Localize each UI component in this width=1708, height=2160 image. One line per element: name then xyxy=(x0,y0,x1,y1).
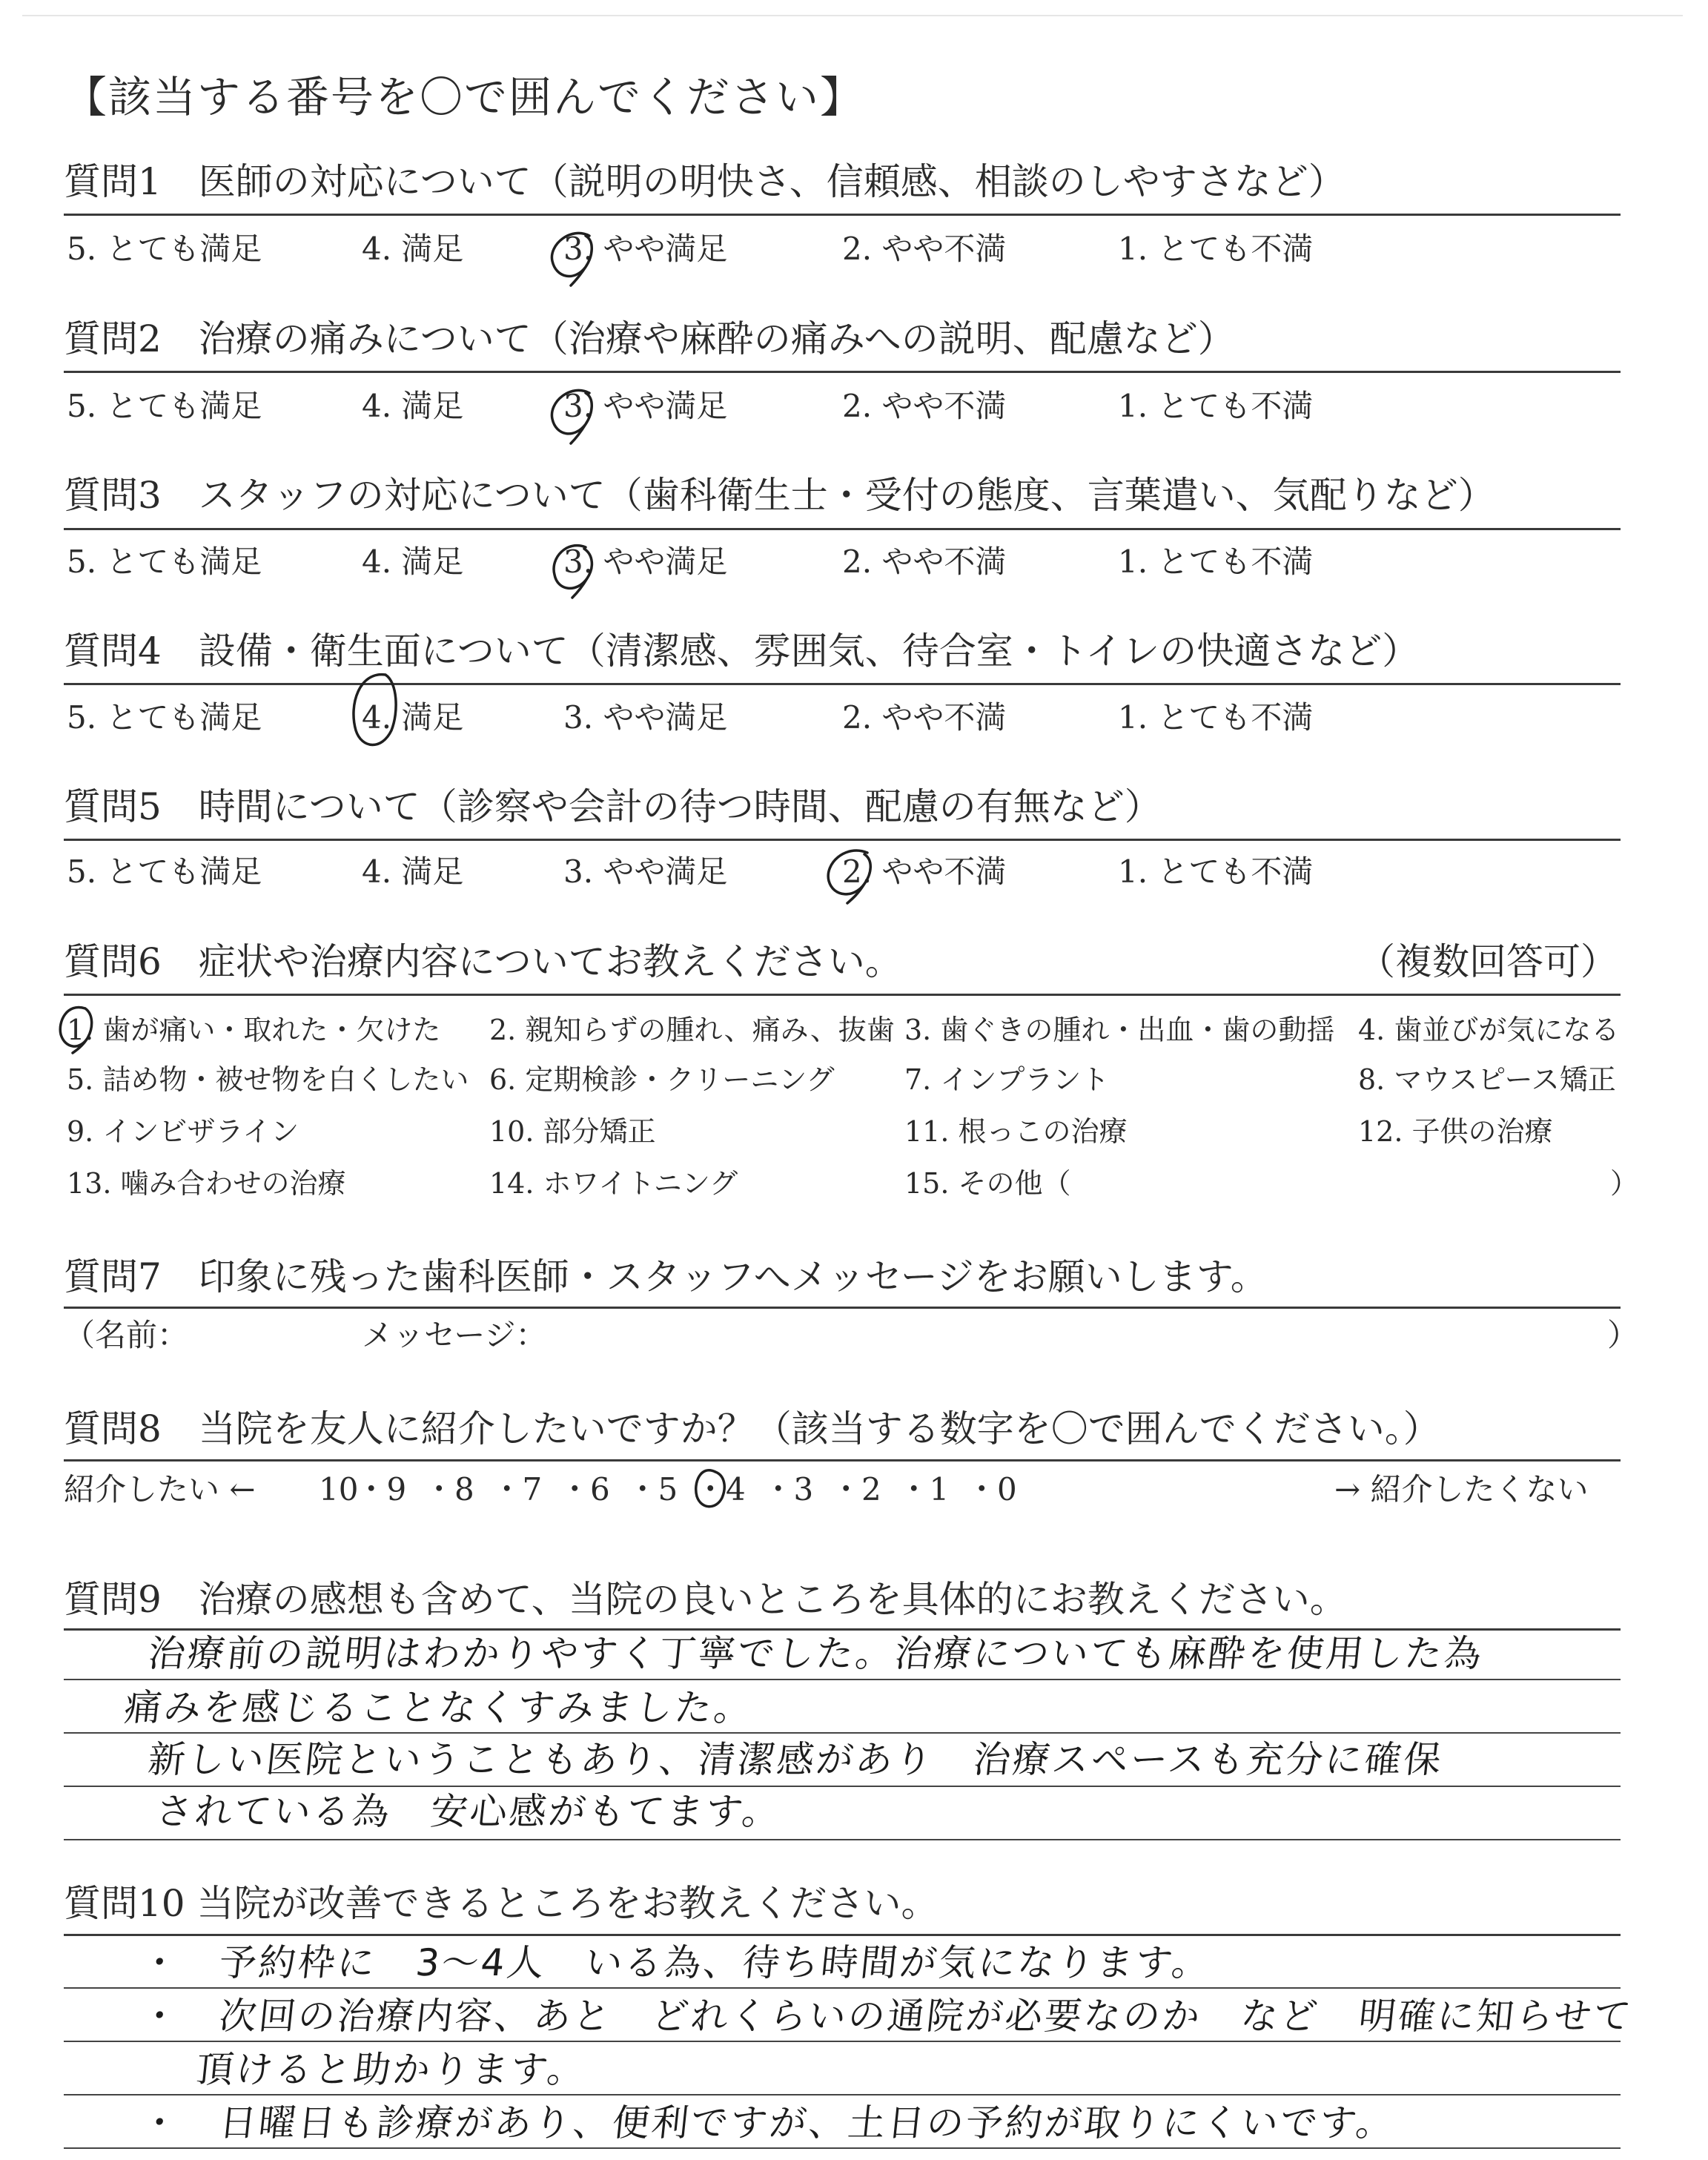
q8-scale-separator: ・ xyxy=(491,1471,523,1507)
q1-option-4[interactable]: 4. 満足 xyxy=(362,231,464,267)
q9-answer-line xyxy=(64,1732,1621,1734)
q3-option-3[interactable]: 3. やや満足 xyxy=(563,544,728,580)
q7-title: 質問7 印象に残った歯科医師・スタッフへメッセージをお願いします。 xyxy=(64,1255,1268,1298)
q10-answer-line-3: 頂けると助かります。 xyxy=(193,2048,589,2091)
q7-close-paren: ） xyxy=(1607,1317,1639,1353)
q9-answer-line-1: 治療前の説明はわかりやすく丁寧でした。治療についても麻酔を使用した為 xyxy=(145,1632,1486,1675)
q4-option-5[interactable]: 5. とても満足 xyxy=(67,699,262,736)
q9-title: 質問9 治療の感想も含めて、当院の良いところを具体的にお教えください。 xyxy=(64,1578,1347,1621)
q6-item-12[interactable]: 12. 子供の治療 xyxy=(1358,1115,1553,1148)
q6-item-13[interactable]: 13. 噛み合わせの治療 xyxy=(67,1167,346,1200)
q2-option-5[interactable]: 5. とても満足 xyxy=(67,388,262,424)
q6-item-6[interactable]: 6. 定期検診・クリーニング xyxy=(489,1063,835,1096)
q5-option-3[interactable]: 3. やや満足 xyxy=(563,853,728,890)
q3-title: 質問3 スタッフの対応について（歯科衛生士・受付の態度、言葉遣い、気配りなど） xyxy=(64,474,1495,517)
q10-answer-line xyxy=(64,2041,1621,2042)
q4-option-1[interactable]: 1. とても不満 xyxy=(1118,699,1314,736)
q8-scale-value-6[interactable]: 6 xyxy=(590,1471,610,1507)
q6-item-7[interactable]: 7. インプラント xyxy=(904,1063,1110,1096)
q8-scale-value-5[interactable]: 5 xyxy=(658,1471,678,1507)
q2-title: 質問2 治療の痛みについて（治療や麻酔の痛みへの説明、配慮など） xyxy=(64,317,1235,360)
q8-scale-separator: ・ xyxy=(423,1471,455,1507)
q8-title: 質問8 当院を友人に紹介したいですか？（該当する数字を〇で囲んでください。） xyxy=(64,1407,1440,1450)
q2-option-4[interactable]: 4. 満足 xyxy=(362,388,464,424)
q9-answer-line xyxy=(64,1679,1621,1680)
q10-answer-line xyxy=(64,2094,1621,2095)
q7-name-label: （名前： xyxy=(64,1317,189,1353)
q3-option-4[interactable]: 4. 満足 xyxy=(362,544,464,580)
q8-scale-separator: ・ xyxy=(626,1471,658,1507)
q1-option-1[interactable]: 1. とても不満 xyxy=(1118,231,1314,267)
q3-rule xyxy=(64,528,1621,530)
q7-message-label: メッセージ： xyxy=(362,1317,547,1353)
q2-option-3[interactable]: 3. やや満足 xyxy=(563,388,728,424)
q1-option-3[interactable]: 3. やや満足 xyxy=(563,231,728,267)
q9-answer-line xyxy=(64,1786,1621,1787)
q6-item-9[interactable]: 9. インビザライン xyxy=(67,1115,299,1148)
q6-item-2[interactable]: 2. 親知らずの腫れ、痛み、抜歯 xyxy=(489,1014,895,1046)
q8-scale-value-1[interactable]: 1 xyxy=(929,1471,950,1507)
top-border xyxy=(22,15,1683,16)
q8-rule xyxy=(64,1459,1621,1462)
q8-scale-value-0[interactable]: 0 xyxy=(997,1471,1017,1507)
q10-answer-line xyxy=(64,2147,1621,2149)
q1-option-2[interactable]: 2. やや不満 xyxy=(842,231,1007,267)
q6-item-1[interactable]: 1. 歯が痛い・取れた・欠けた xyxy=(67,1014,441,1046)
q8-scale-separator: ・ xyxy=(762,1471,794,1507)
q8-scale-separator: ・ xyxy=(898,1471,930,1507)
q4-option-2[interactable]: 2. やや不満 xyxy=(842,699,1007,736)
q7-rule xyxy=(64,1307,1621,1309)
q9-answer-line-2: 痛みを感じることなくすみました。 xyxy=(122,1686,756,1729)
q4-title: 質問4 設備・衛生面について（清潔感、雰囲気、待合室・トイレの快適さなど） xyxy=(64,630,1420,673)
q8-scale-value-2[interactable]: 2 xyxy=(861,1471,881,1507)
q10-answer-line-1: ・ 予約枠に 3～4人 いる為、待ち時間が気になります。 xyxy=(138,1941,1214,1984)
q9-answer-line-3: 新しい医院ということもあり、清潔感があり 治療スペースも充分に確保 xyxy=(145,1738,1446,1781)
q8-scale-value-8[interactable]: 8 xyxy=(454,1471,474,1507)
q8-scale-separator: ・ xyxy=(355,1471,387,1507)
q8-scale-value-3[interactable]: 3 xyxy=(793,1471,814,1507)
q10-answer-line xyxy=(64,1987,1621,1989)
q1-rule xyxy=(64,214,1621,216)
q4-option-4[interactable]: 4. 満足 xyxy=(362,699,464,736)
q6-item-10[interactable]: 10. 部分矯正 xyxy=(489,1115,656,1148)
q8-scale-value-4[interactable]: 4 xyxy=(726,1471,746,1507)
q8-left-label: 紹介したい ← xyxy=(64,1471,256,1507)
q6-item-4[interactable]: 4. 歯並びが気になる xyxy=(1358,1014,1620,1046)
q5-option-2[interactable]: 2. やや不満 xyxy=(842,853,1007,890)
q8-scale-separator: ・ xyxy=(830,1471,862,1507)
q6-item-11[interactable]: 11. 根っこの治療 xyxy=(904,1115,1128,1148)
q8-scale-separator: ・ xyxy=(559,1471,591,1507)
q8-right-label: → 紹介したくない xyxy=(1334,1471,1589,1507)
q6-note: （複数回答可） xyxy=(1358,940,1618,983)
q2-rule xyxy=(64,371,1621,373)
q4-rule xyxy=(64,683,1621,685)
q6-item-5[interactable]: 5. 詰め物・被せ物を白くしたい xyxy=(67,1063,469,1096)
q6-item-15[interactable]: 15. その他（ xyxy=(904,1167,1071,1200)
q2-option-2[interactable]: 2. やや不満 xyxy=(842,388,1007,424)
q8-scale-separator: ・ xyxy=(695,1471,726,1507)
q8-scale-value-10[interactable]: 10 xyxy=(319,1471,359,1507)
q10-title: 質問10 当院が改善できるところをお教えください。 xyxy=(64,1882,939,1925)
q3-option-1[interactable]: 1. とても不満 xyxy=(1118,544,1314,580)
q6-title: 質問6 症状や治療内容についてお教えください。 xyxy=(64,940,902,983)
q5-title: 質問5 時間について（診察や会計の待つ時間、配慮の有無など） xyxy=(64,785,1162,828)
q6-rule xyxy=(64,994,1621,996)
q8-scale-separator: ・ xyxy=(966,1471,998,1507)
q4-option-3[interactable]: 3. やや満足 xyxy=(563,699,728,736)
q1-title: 質問1 医師の対応について（説明の明快さ、信頼感、相談のしやすさなど） xyxy=(64,160,1345,203)
instruction-heading: 【該当する番号を〇で囲んでください】 xyxy=(64,72,865,122)
q10-answer-line-4: ・ 日曜日も診療があり、便利ですが、土日の予約が取りにくいです。 xyxy=(138,2101,1398,2144)
q10-answer-line-2: ・ 次回の治療内容、あと どれくらいの通院が必要なのか など 明確に知らせて xyxy=(138,1995,1635,2038)
q3-option-2[interactable]: 2. やや不満 xyxy=(842,544,1007,580)
q2-option-1[interactable]: 1. とても不満 xyxy=(1118,388,1314,424)
q6-item-8[interactable]: 8. マウスピース矯正 xyxy=(1358,1063,1616,1096)
q10-rule xyxy=(64,1934,1621,1936)
q1-option-5[interactable]: 5. とても満足 xyxy=(67,231,262,267)
q8-scale-value-7[interactable]: 7 xyxy=(522,1471,543,1507)
q8-scale-value-9[interactable]: 9 xyxy=(386,1471,407,1507)
q6-other-close-paren: ） xyxy=(1610,1167,1639,1200)
q6-item-3[interactable]: 3. 歯ぐきの腫れ・出血・歯の動揺 xyxy=(904,1014,1335,1046)
q3-option-5[interactable]: 5. とても満足 xyxy=(67,544,262,580)
q6-item-14[interactable]: 14. ホワイトニング xyxy=(489,1167,738,1200)
q9-answer-line-4: されている為 安心感がもてます。 xyxy=(153,1790,784,1833)
q5-option-1[interactable]: 1. とても不満 xyxy=(1118,853,1314,890)
q9-answer-line xyxy=(64,1839,1621,1840)
q9-rule xyxy=(64,1628,1621,1631)
q5-option-5[interactable]: 5. とても満足 xyxy=(67,853,262,890)
q5-rule xyxy=(64,839,1621,841)
q5-option-4[interactable]: 4. 満足 xyxy=(362,853,464,890)
